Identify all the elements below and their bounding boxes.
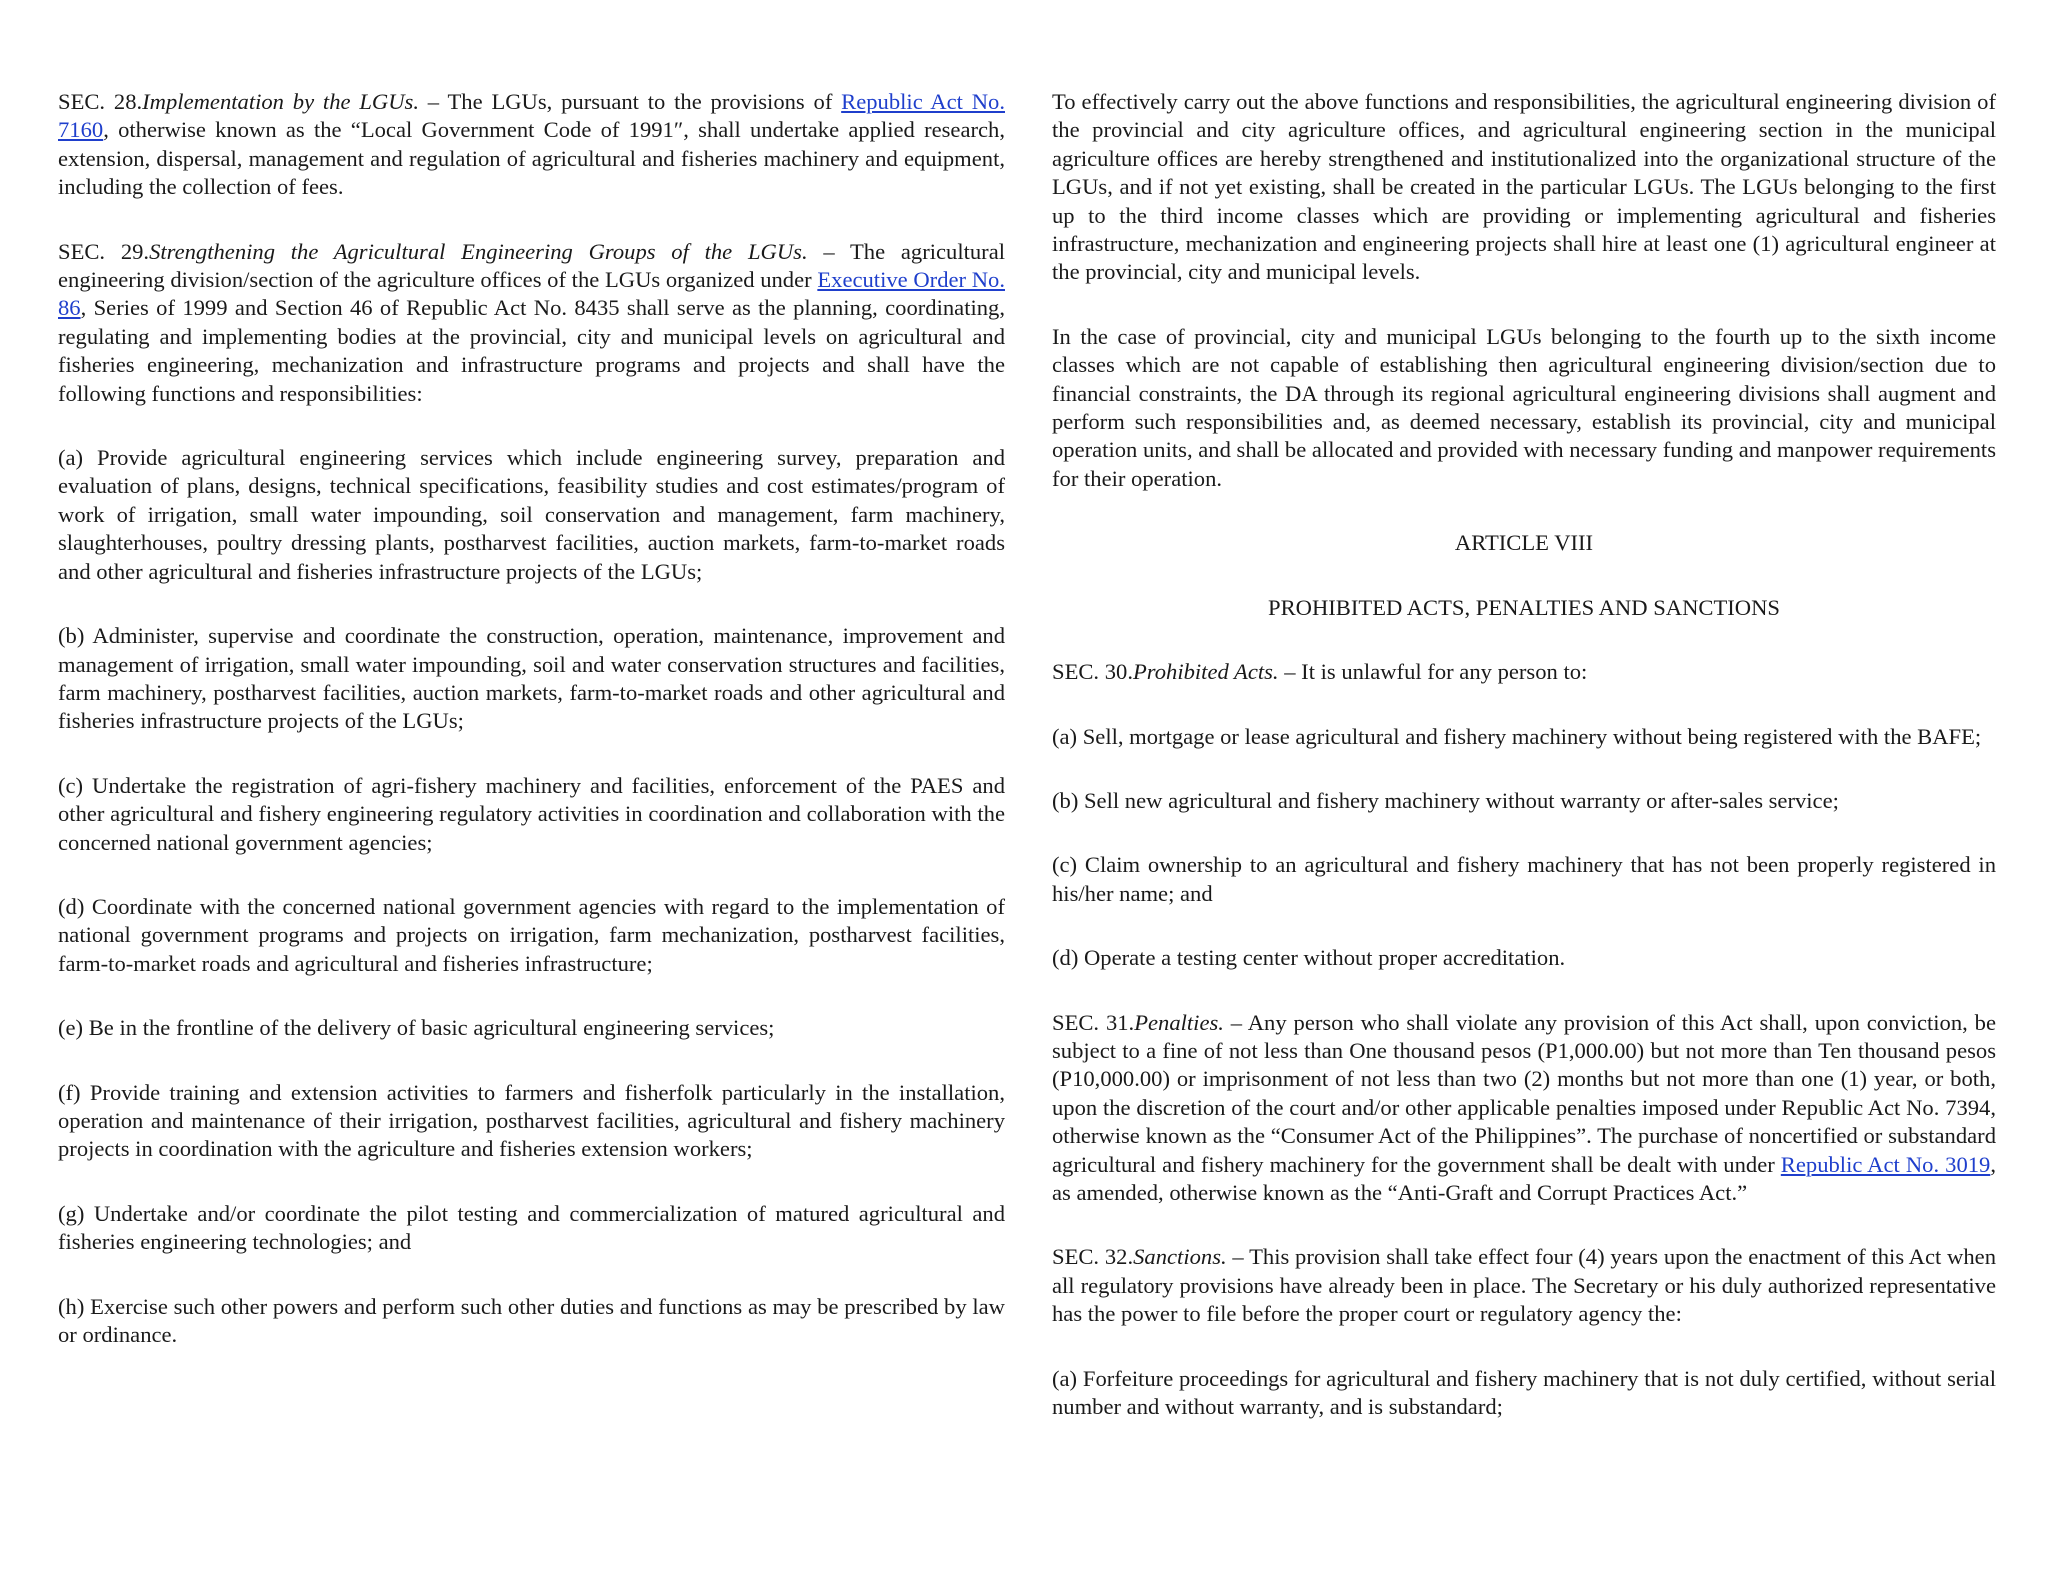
sec29-title: Strengthening the Agricultural Engineering Groups of the LGUs.	[149, 238, 808, 264]
republic-act-3019-link[interactable]: Republic Act No. 3019	[1780, 1151, 1991, 1177]
sec29-text-1: – The agricultural engineering division/section of the agriculture offices of the LGUs organized under	[58, 238, 1005, 293]
sec31-text-1: – Any person who shall violate any provision of this Act shall, upon conviction, be subject to a fine of not less than One thousand pesos (P1,000.00) but not more than Ten thousand pesos (P10,000.00) or imprisonment of not less than two (2) months but not more than one (1) year, or both, upon the discretion of the court and/or other applicable penalties imposed under Republic Act No. 7394, otherwise known as the “Consumer Act of the Philippines”. The purchase of noncertified or substandard agricultural and fishery machinery for the government shall be dealt with under	[1052, 1009, 1996, 1177]
function-item-e: (e) Be in the frontline of the delivery of basic agricultural engineering services;	[58, 1015, 775, 1041]
sec28-title: Implementation by the LGUs.	[142, 89, 419, 114]
sec30-label: SEC. 30.	[1052, 659, 1133, 685]
prohibited-item-d: (d) Operate a testing center without proper accreditation.	[1052, 945, 1566, 971]
function-item-c: (c) Undertake the registration of agri-fishery machinery and facilities, enforcement of the PAES and other agricultural and fishery engineering regulatory activities in coordination and collaboration with the concerned national government agencies;	[58, 772, 1005, 855]
sec30-text: – It is unlawful for any person to:	[1278, 659, 1588, 685]
sec32-text: – This provision shall take effect four (4) years upon the enactment of this Act when all regulatory provisions have already been in place. The Secretary or his duly authorized representative has the power to file before the proper court or regulatory agency the:	[1052, 1244, 1996, 1327]
article-number: ARTICLE VIII	[1454, 530, 1594, 556]
left-column	[58, 88, 1005, 1385]
executive-order-86-link[interactable]: Executive Order No. 86	[58, 267, 1005, 321]
sec31-text-2: , as amended, otherwise known as the “Anti-Graft and Corrupt Practices Act.”	[1052, 1151, 1996, 1205]
function-item-g: (g) Undertake and/or coordinate the pilot testing and commercialization of matured agricultural and fisheries engineering technologies; and	[58, 1200, 1005, 1255]
prohibited-item-a: (a) Sell, mortgage or lease agricultural and fishery machinery without being registered with the BAFE;	[1052, 723, 1982, 749]
sec31-title: Penalties.	[1134, 1009, 1224, 1035]
income-class-paragraph: In the case of provincial, city and municipal LGUs belonging to the fourth up to the sixth income classes which are not capable of establishing then agricultural engineering division/section due to financial constraints, the DA through its regional agricultural engineering divisions shall augment and perform such responsibilities and, as deemed necessary, establish its provincial, city and municipal operation units, and shall be allocated and provided with necessary funding and manpower requirements for their operation.	[1052, 323, 1996, 491]
article-title: PROHIBITED ACTS, PENALTIES AND SANCTIONS	[1268, 594, 1780, 620]
sec29-text-2: , Series of 1999 and Section 46 of Republic Act No. 8435 shall serve as the planning, coordinating, regulating and implementing bodies at the provincial, city and municipal levels on agricultural and fisheries engineering, mechanization and infrastructure programs and projects and shall have the following functions and responsibilities:	[58, 295, 1005, 406]
sec28-text-2: , otherwise known as the “Local Government Code of 1991″, shall undertake applied research, extension, dispersal, management and regulation of agricultural and fisheries machinery and equipment, including the collection of fees.	[58, 117, 1005, 200]
sec31-label: SEC. 31.	[1052, 1009, 1135, 1035]
sec32-label: SEC. 32.	[1052, 1244, 1134, 1270]
sec28-label: SEC. 28.	[58, 89, 143, 114]
sec32-title: Sanctions.	[1133, 1244, 1227, 1270]
strengthening-paragraph: To effectively carry out the above functions and responsibilities, the agricultural engineering division of the provincial and city agriculture offices, and agricultural engineering section in the municipal agriculture offices are hereby strengthened and institutionalized into the organizational structure of the LGUs, and if not yet existing, shall be created in the particular LGUs. The LGUs belonging to the first up to the third income classes which are providing or implementing agricultural and fisheries infrastructure, mechanization and engineering projects shall hire at least one (1) agricultural engineer at the provincial, city and municipal levels.	[1052, 89, 1996, 285]
sec29-paragraph	[58, 238, 1005, 408]
sanction-item-a: (a) Forfeiture proceedings for agricultural and fishery machinery that is not duly certified, without serial number and without warranty, and is substandard;	[1052, 1365, 1996, 1419]
right-column	[1052, 88, 1996, 1457]
function-item-b: (b) Administer, supervise and coordinate the construction, operation, maintenance, improvement and management of irrigation, small water impounding, soil and water conservation structures and facilities, farm machinery, postharvest facilities, auction markets, farm-to-market roads and other agricultural and fisheries infrastructure projects of the LGUs;	[58, 623, 1005, 734]
sec30-paragraph	[1052, 658, 1996, 686]
sec31-paragraph	[1052, 1009, 1996, 1208]
function-item-d: (d) Coordinate with the concerned national government agencies with regard to the implementation of national government programs and projects on irrigation, farm mechanization, postharvest facilities, farm-to-market roads and agricultural and fisheries infrastructure;	[58, 893, 1005, 976]
sec28-paragraph	[58, 88, 1005, 202]
republic-act-7160-link[interactable]: Republic Act No. 7160	[58, 89, 1005, 143]
prohibited-item-b: (b) Sell new agricultural and fishery machinery without warranty or after-sales service;	[1052, 787, 1839, 813]
sec30-title: Prohibited Acts.	[1132, 659, 1279, 685]
sec29-label: SEC. 29.	[58, 238, 150, 264]
function-item-h: (h) Exercise such other powers and perform such other duties and functions as may be prescribed by law or ordinance.	[58, 1293, 1005, 1347]
sec28-text-1: – The LGUs, pursuant to the provisions of	[418, 89, 842, 114]
function-item-f: (f) Provide training and extension activities to farmers and fisherfolk particularly in the installation, operation and maintenance of their irrigation, postharvest facilities, agricultural and fishery machinery projects in coordination with the agriculture and fisheries extension workers;	[58, 1079, 1005, 1162]
sec32-paragraph	[1052, 1243, 1996, 1328]
prohibited-item-c: (c) Claim ownership to an agricultural and fishery machinery that has not been properly registered in his/her name; and	[1052, 852, 1996, 906]
function-item-a: (a) Provide agricultural engineering services which include engineering survey, preparation and evaluation of plans, designs, technical specifications, feasibility studies and cost estimates/program of work of irrigation, small water impounding, soil conservation and management, farm machinery, slaughterhouses, poultry dressing plants, postharvest facilities, auction markets, farm-to-market roads and other agricultural and fisheries infrastructure projects of the LGUs;	[58, 445, 1005, 584]
